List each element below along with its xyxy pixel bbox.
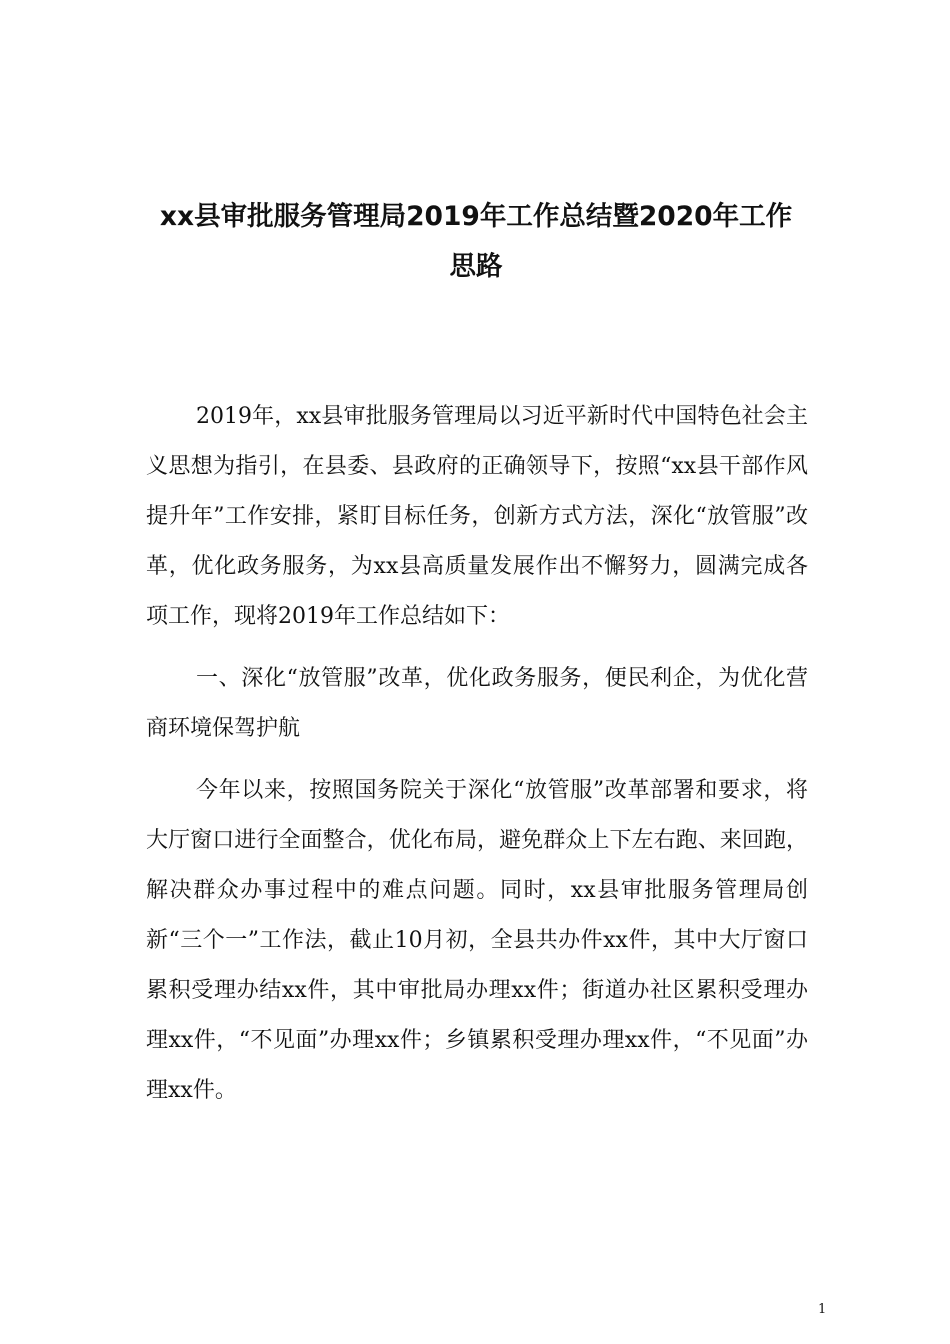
section-heading-1: 一、深化“放管服”改革，优化政务服务，便民利企，为优化营商环境保驾护航 [146, 666, 808, 741]
document-body [146, 392, 808, 1116]
paragraph-section-1: 今年以来，按照国务院关于深化“放管服”改革部署和要求，将大厅窗口进行全面整合，优化布局，避免群众上下左右跑、来回跑，解决群众办事过程中的难点问题。同时，xx县审批服务管理局创新“三个一”工作法，截止10月初，全县共办件xx件，其中大厅窗口累积受理办结xx件，其中审批局办理xx件；街道办社区累积受理办理xx件，“不见面”办理xx件；乡镇累积受理办理xx件，“不见面”办理xx件。 [146, 778, 808, 1103]
paragraph-intro: 2019年，xx县审批服务管理局以习近平新时代中国特色社会主义思想为指引，在县委、县政府的正确领导下，按照“xx县干部作风提升年”工作安排，紧盯目标任务，创新方式方法，深化“放管服”改革，优化政务服务，为xx县高质量发展作出不懈努力，圆满完成各项工作，现将2019年工作总结如下： [146, 404, 808, 629]
page-number: 1 [818, 1302, 827, 1317]
document-title-line-2: 思路 [449, 251, 503, 282]
document-title [146, 192, 806, 292]
document-title-line-1: xx县审批服务管理局2019年工作总结暨2020年工作 [159, 201, 793, 232]
